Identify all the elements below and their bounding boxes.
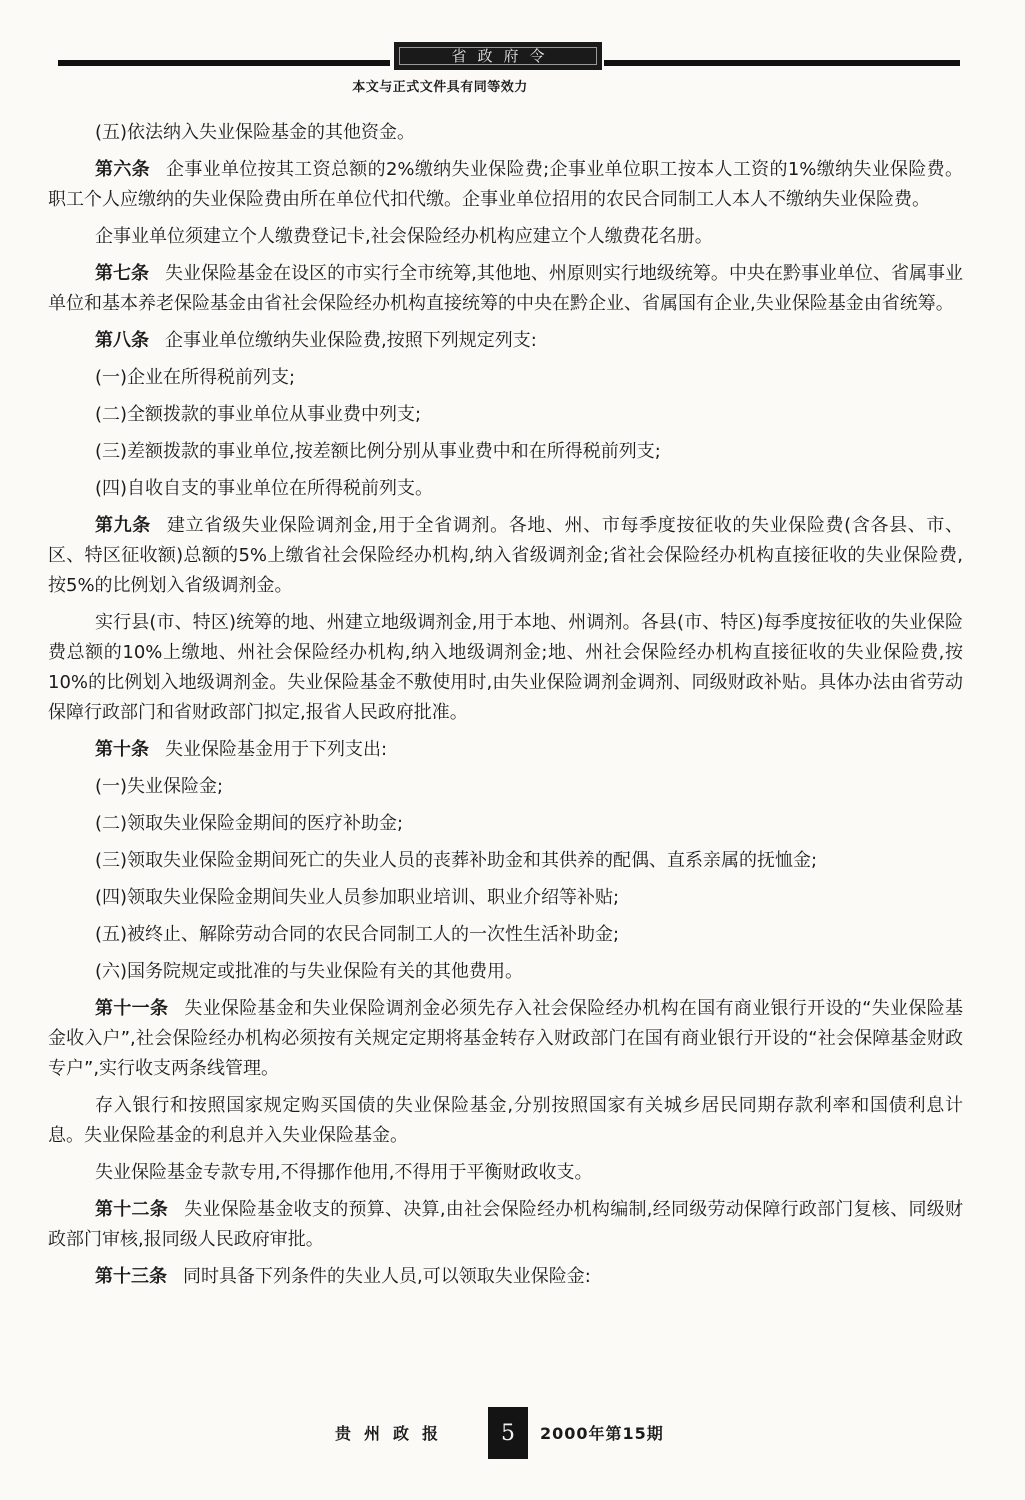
page-header — [58, 40, 960, 78]
page-number-box — [488, 1407, 528, 1459]
header-title-box — [394, 42, 602, 70]
paragraph — [48, 809, 963, 839]
paragraph-text: (四)领取失业保险金期间失业人员参加职业培训、职业介绍等补贴; — [95, 887, 620, 908]
paragraph-text: (一)失业保险金; — [95, 776, 224, 797]
paragraph — [48, 883, 963, 913]
paragraph-text: 失业保险基金和失业保险调剂金必须先存入社会保险经办机构在国有商业银行开设的“失业保险基金收入户”,社会保险经办机构必须按有关规定定期将基金转存入财政部门在国有商业银行开设的“社会保障基金财政专户”,实行收支两条线管理。 — [48, 998, 963, 1079]
paragraph-text: (六)国务院规定或批准的与失业保险有关的其他费用。 — [95, 961, 524, 982]
header-title: 省政府令 — [451, 46, 556, 65]
paragraph-text: 建立省级失业保险调剂金,用于全省调剂。各地、州、市每季度按征收的失业保险费(含各县、市、区、特区征收额)总额的5%上缴省社会保险经办机构,纳入省级调剂金;省社会保险经办机构直接征收的失业保险费,按5%的比例划入省级调剂金。 — [48, 515, 964, 596]
header-rule-right — [604, 60, 960, 66]
footer-issue: 2000年第15期 — [540, 1424, 664, 1443]
footer-journal-name: 贵州政报 — [335, 1424, 452, 1443]
paragraph — [48, 1091, 963, 1151]
paragraph — [48, 957, 963, 987]
header-subtitle: 本文与正式文件具有同等效力 — [352, 80, 528, 95]
paragraph-text: (四)自收自支的事业单位在所得税前列支。 — [95, 478, 434, 499]
article-heading: 第九条 — [95, 515, 151, 536]
paragraph — [48, 363, 963, 393]
paragraph-text: 企事业单位按其工资总额的2%缴纳失业保险费;企事业单位职工按本人工资的1%缴纳失业保险费。职工个人应缴纳的失业保险费由所在单位代扣代缴。企事业单位招用的农民合同制工人本人不缴纳失业保险费。 — [48, 159, 964, 210]
paragraph-text: (三)差额拨款的事业单位,按差额比例分别从事业费中和在所得税前列支; — [95, 441, 661, 462]
header-title-frame — [399, 47, 597, 65]
paragraph — [48, 326, 963, 356]
paragraph — [48, 259, 963, 319]
paragraph — [48, 994, 963, 1084]
paragraph-text: (五)依法纳入失业保险基金的其他资金。 — [95, 122, 416, 143]
paragraph — [48, 735, 963, 765]
paragraph-text: (三)领取失业保险金期间死亡的失业人员的丧葬补助金和其供养的配偶、直系亲属的抚恤金; — [95, 850, 818, 871]
document-body — [48, 118, 963, 1299]
paragraph — [48, 400, 963, 430]
paragraph — [48, 1158, 963, 1188]
page-footer — [0, 1407, 1025, 1459]
paragraph-text: (二)全额拨款的事业单位从事业费中列支; — [95, 404, 422, 425]
article-heading: 第八条 — [95, 330, 149, 351]
paragraph — [48, 772, 963, 802]
paragraph — [48, 608, 963, 728]
paragraph-text: 同时具备下列条件的失业人员,可以领取失业保险金: — [183, 1266, 591, 1287]
article-heading: 第十条 — [95, 739, 149, 760]
paragraph-text: 失业保险基金用于下列支出: — [165, 739, 388, 760]
paragraph-text: 实行县(市、特区)统筹的地、州建立地级调剂金,用于本地、州调剂。各县(市、特区)每季度按征收的失业保险费总额的10%上缴地、州社会保险经办机构,纳入地级调剂金;地、州社会保险经办机构直接征收的失业保险费,按10%的比例划入地级调剂金。失业保险基金不敷使用时,由失业保险调剂金调剂、同级财政补贴。具体办法由省劳动保障行政部门和省财政部门拟定,报省人民政府批准。 — [48, 612, 963, 723]
paragraph-text: 失业保险基金在设区的市实行全市统筹,其他地、州原则实行地级统筹。中央在黔事业单位、省属事业单位和基本养老保险基金由省社会保险经办机构直接统筹的中央在黔企业、省属国有企业,失业保险基金由省统筹。 — [48, 263, 964, 314]
article-heading: 第六条 — [95, 159, 150, 180]
article-heading: 第十一条 — [95, 998, 169, 1019]
paragraph-text: (一)企业在所得税前列支; — [95, 367, 296, 388]
paragraph — [48, 474, 963, 504]
paragraph — [48, 1262, 963, 1292]
paragraph — [48, 1195, 963, 1255]
article-heading: 第七条 — [95, 263, 150, 284]
paragraph — [48, 920, 963, 950]
article-heading: 第十三条 — [95, 1266, 167, 1287]
paragraph-text: 企事业单位缴纳失业保险费,按照下列规定列支: — [165, 330, 537, 351]
paragraph — [48, 511, 963, 601]
paragraph — [48, 155, 963, 215]
paragraph-text: 企事业单位须建立个人缴费登记卡,社会保险经办机构应建立个人缴费花名册。 — [95, 226, 713, 247]
paragraph — [48, 222, 963, 252]
page-number: 5 — [501, 1420, 515, 1446]
header-rule-left — [58, 60, 390, 66]
paragraph — [48, 846, 963, 876]
article-heading: 第十二条 — [95, 1199, 169, 1220]
paragraph-text: 失业保险基金专款专用,不得挪作他用,不得用于平衡财政收支。 — [95, 1162, 593, 1183]
paragraph — [48, 437, 963, 467]
paragraph-text: 存入银行和按照国家规定购买国债的失业保险基金,分别按照国家有关城乡居民同期存款利率和国债利息计息。失业保险基金的利息并入失业保险基金。 — [48, 1095, 963, 1146]
paragraph-text: (二)领取失业保险金期间的医疗补助金; — [95, 813, 404, 834]
paragraph — [48, 118, 963, 148]
paragraph-text: (五)被终止、解除劳动合同的农民合同制工人的一次性生活补助金; — [95, 924, 620, 945]
paragraph-text: 失业保险基金收支的预算、决算,由社会保险经办机构编制,经同级劳动保障行政部门复核、同级财政部门审核,报同级人民政府审批。 — [48, 1199, 963, 1250]
